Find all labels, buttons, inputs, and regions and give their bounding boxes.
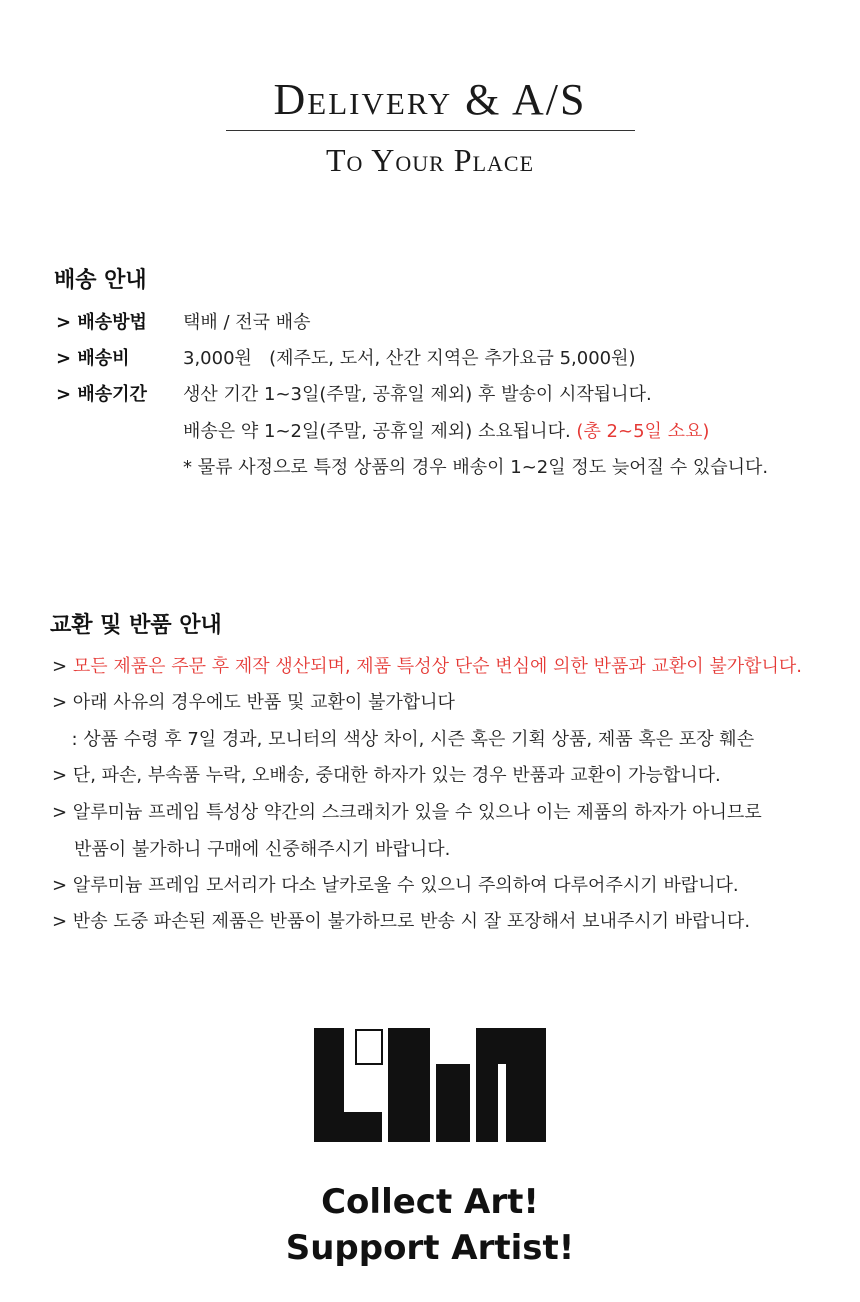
slogan-line-1: Collect Art! bbox=[321, 1182, 539, 1222]
delivery-method-value: 택배 / 전국 배송 bbox=[183, 312, 311, 333]
returns-item-1-prefix: > bbox=[52, 656, 68, 677]
slogan-line-2: Support Artist! bbox=[285, 1228, 575, 1268]
returns-item-1-text: 모든 제품은 주문 후 제작 생산되며, 제품 특성상 단순 변심에 의한 반품과 교환이 불가합니다. bbox=[72, 656, 803, 677]
page-title: Delivery & A/S bbox=[273, 75, 587, 124]
brand-logo-icon bbox=[310, 1024, 550, 1146]
delivery-fee-value: 3,000원 (제주도, 도서, 산간 지역은 추가요금 5,000원) bbox=[183, 348, 636, 369]
returns-item-3: > 단, 파손, 부속품 누락, 오배송, 중대한 하자가 있는 경우 반품과 교환이 가능합니다. bbox=[52, 765, 721, 786]
delivery-total-note: (총 2~5일 소요) bbox=[576, 421, 710, 442]
returns-heading: 교환 및 반품 안내 bbox=[50, 613, 222, 638]
returns-item-4: > 알루미늄 프레임 특성상 약간의 스크래치가 있을 수 있으나 이는 제품의 하자가 아니므로 bbox=[52, 802, 762, 823]
title-divider bbox=[226, 130, 635, 131]
returns-item-6: > 반송 도중 파손된 제품은 반품이 불가하므로 반송 시 잘 포장해서 보내주시기 바랍니다. bbox=[52, 911, 751, 932]
returns-item-4-cont: 반품이 불가하니 구매에 신중해주시기 바랍니다. bbox=[74, 839, 451, 860]
delivery-delay-note: * 물류 사정으로 특정 상품의 경우 배송이 1~2일 정도 늦어질 수 있습니다. bbox=[183, 457, 769, 478]
page-subtitle: To Your Place bbox=[325, 142, 535, 178]
returns-item-2: > 아래 사유의 경우에도 반품 및 교환이 불가합니다 bbox=[52, 692, 455, 713]
delivery-period-label: > 배송기간 bbox=[56, 384, 147, 405]
delivery-period-value: 생산 기간 1~3일(주말, 공휴일 제외) 후 발송이 시작됩니다. bbox=[183, 384, 652, 405]
delivery-duration-line bbox=[183, 419, 709, 445]
delivery-method-label: > 배송방법 bbox=[56, 312, 147, 333]
returns-item-2-detail: : 상품 수령 후 7일 경과, 모니터의 색상 차이, 시즌 혹은 기획 상품, 제품 혹은 포장 훼손 bbox=[60, 729, 755, 750]
returns-item-1 bbox=[52, 654, 802, 680]
delivery-heading: 배송 안내 bbox=[54, 268, 147, 293]
delivery-fee-label: > 배송비 bbox=[56, 348, 130, 369]
returns-item-5: > 알루미늄 프레임 모서리가 다소 날카로울 수 있으니 주의하여 다루어주시기 바랍니다. bbox=[52, 875, 739, 896]
delivery-duration-text: 배송은 약 1~2일(주말, 공휴일 제외) 소요됩니다. bbox=[183, 421, 571, 442]
